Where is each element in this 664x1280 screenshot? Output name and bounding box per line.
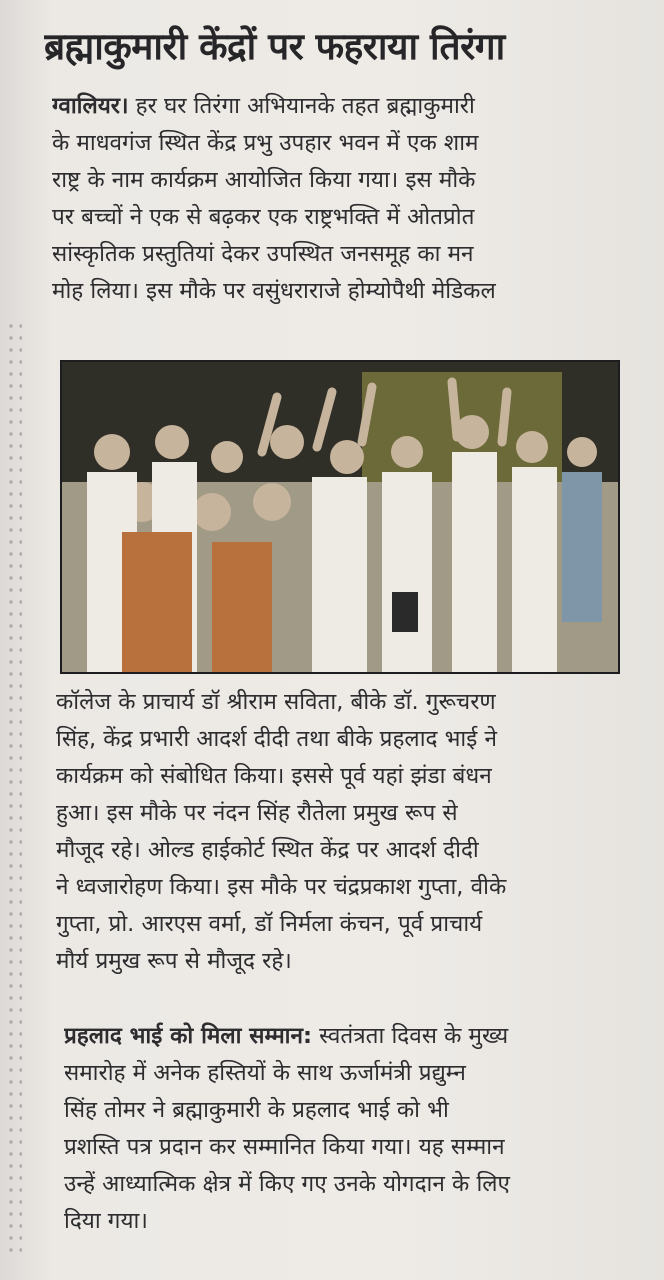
text-line: मौर्य प्रमुख रूप से मौजूद रहे। xyxy=(56,948,292,974)
text-line: सिंह, केंद्र प्रभारी आदर्श दीदी तथा बीके प्रहलाद भाई ने xyxy=(56,726,497,752)
headline: ब्रह्माकुमारी केंद्रों पर फहराया तिरंगा xyxy=(44,25,505,68)
subheading: प्रहलाद भाई को मिला सम्मान: xyxy=(64,1023,312,1049)
text-line xyxy=(52,88,612,125)
text-line: दिया गया। xyxy=(64,1208,148,1234)
dateline: ग्वालियर। xyxy=(52,93,129,119)
text-line: हुआ। इस मौके पर नंदन सिंह रौतेला प्रमुख रूप से xyxy=(56,800,458,826)
text-line: के माधवगंज स्थित केंद्र प्रभु उपहार भवन में एक शाम xyxy=(52,130,479,156)
paragraph-3 xyxy=(64,1018,624,1240)
text-line: सिंह तोमर ने ब्रह्माकुमारी के प्रहलाद भाई को भी xyxy=(64,1097,449,1123)
text-line: ने ध्वजारोहण किया। इस मौके पर चंद्रप्रकाश गुप्ता, वीके xyxy=(56,874,507,900)
text-line-content: हर घर तिरंगा अभियानके तहत ब्रह्माकुमारी xyxy=(128,93,475,119)
paragraph-2 xyxy=(56,684,616,980)
text-line: गुप्ता, प्रो. आरएस वर्मा, डॉ निर्मला कंचन, पूर्व प्राचार्य xyxy=(56,911,483,937)
text-line: कॉलेज के प्राचार्य डॉ श्रीराम सविता, बीके डॉ. गुरूचरण xyxy=(56,689,496,715)
news-photo xyxy=(60,360,620,674)
text-line: समारोह में अनेक हस्तियों के साथ ऊर्जामंत्री प्रद्युम्न xyxy=(64,1060,466,1086)
paragraph-1 xyxy=(52,88,612,310)
text-line: उन्हें आध्यात्मिक क्षेत्र में किए गए उनके योगदान के लिए xyxy=(64,1171,510,1197)
decorative-border xyxy=(6,320,22,1260)
text-line: सांस्कृतिक प्रस्तुतियां देकर उपस्थित जनसमूह का मन xyxy=(52,241,474,267)
text-line: मोह लिया। इस मौके पर वसुंधराराजे होम्योपैथी मेडिकल xyxy=(52,278,496,304)
text-line: राष्ट्र के नाम कार्यक्रम आयोजित किया गया। इस मौके xyxy=(52,167,476,193)
text-line: मौजूद रहे। ओल्ड हाईकोर्ट स्थित केंद्र पर आदर्श दीदी xyxy=(56,837,479,863)
text-line: पर बच्चों ने एक से बढ़कर एक राष्ट्रभक्ति में ओतप्रोत xyxy=(52,204,475,230)
text-line: कार्यक्रम को संबोधित किया। इससे पूर्व यहां झंडा बंधन xyxy=(56,763,492,789)
crowd-photo-illustration xyxy=(62,362,618,672)
text-line-content: स्वतंत्रता दिवस के मुख्य xyxy=(311,1023,509,1049)
text-line: प्रशस्ति पत्र प्रदान कर सम्मानित किया गया। यह सम्मान xyxy=(64,1134,505,1160)
text-line xyxy=(64,1018,624,1055)
